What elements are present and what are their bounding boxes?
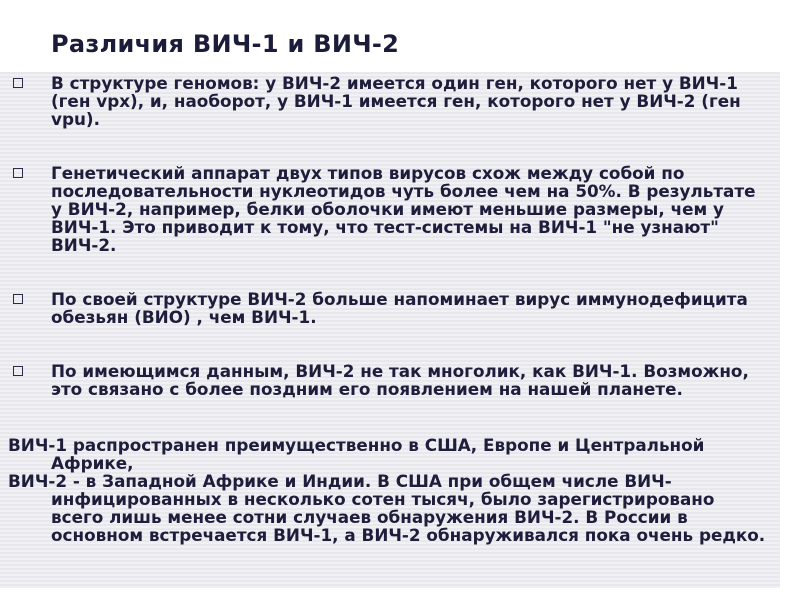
bullet-text: По имеющимся данным, ВИЧ-2 не так многолик, как ВИЧ-1. Возможно, это связано с более поздним его появлением на нашей планете.	[51, 361, 749, 399]
slide-content	[0, 74, 780, 544]
right-margin-strip	[780, 72, 800, 600]
slide-title: Различия ВИЧ-1 и ВИЧ-2	[51, 30, 400, 58]
bullet-text: Генетический аппарат двух типов вирусов схож между собой по последовательности нуклеотидов чуть более чем на 50%. В результате у ВИЧ-2, например, белки оболочки имеют меньшие размеры, чем у ВИЧ-1. Это приводит к тому, что тест-системы на ВИЧ-1 "не узнают" ВИЧ-2.	[51, 163, 756, 255]
bullet-item-genetic	[0, 164, 780, 254]
paragraph-hiv1-distribution: ВИЧ-1 распространен преимущественно в США, Европе и Центральной Африке,	[8, 435, 705, 473]
bullet-item-genome	[0, 74, 780, 128]
bullet-item-structure	[0, 290, 780, 326]
checkbox-bullet-icon	[13, 78, 23, 88]
paragraph-hiv2-distribution: ВИЧ-2 - в Западной Африке и Индии. В США при общем числе ВИЧ-инфицированных в несколько сотен тысяч, было зарегистрировано всего лишь менее сотни случаев обнаружения ВИЧ-2. В России в основном встречается ВИЧ-1, а ВИЧ-2 обнаруживался пока очень редко.	[8, 471, 766, 545]
checkbox-bullet-icon	[13, 366, 23, 376]
bullet-text: По своей структуре ВИЧ-2 больше напоминает вирус иммунодефицита обезьян (ВИО) , чем ВИЧ-1.	[51, 289, 748, 327]
checkbox-bullet-icon	[13, 294, 23, 304]
checkbox-bullet-icon	[13, 168, 23, 178]
bullet-item-variability	[0, 362, 780, 398]
bullet-text: В структуре геномов: у ВИЧ-2 имеется один ген, которого нет у ВИЧ-1 (ген vpx), и, наоборот, у ВИЧ-1 имеется ген, которого нет у ВИЧ-2 (ген vpu).	[51, 73, 741, 129]
